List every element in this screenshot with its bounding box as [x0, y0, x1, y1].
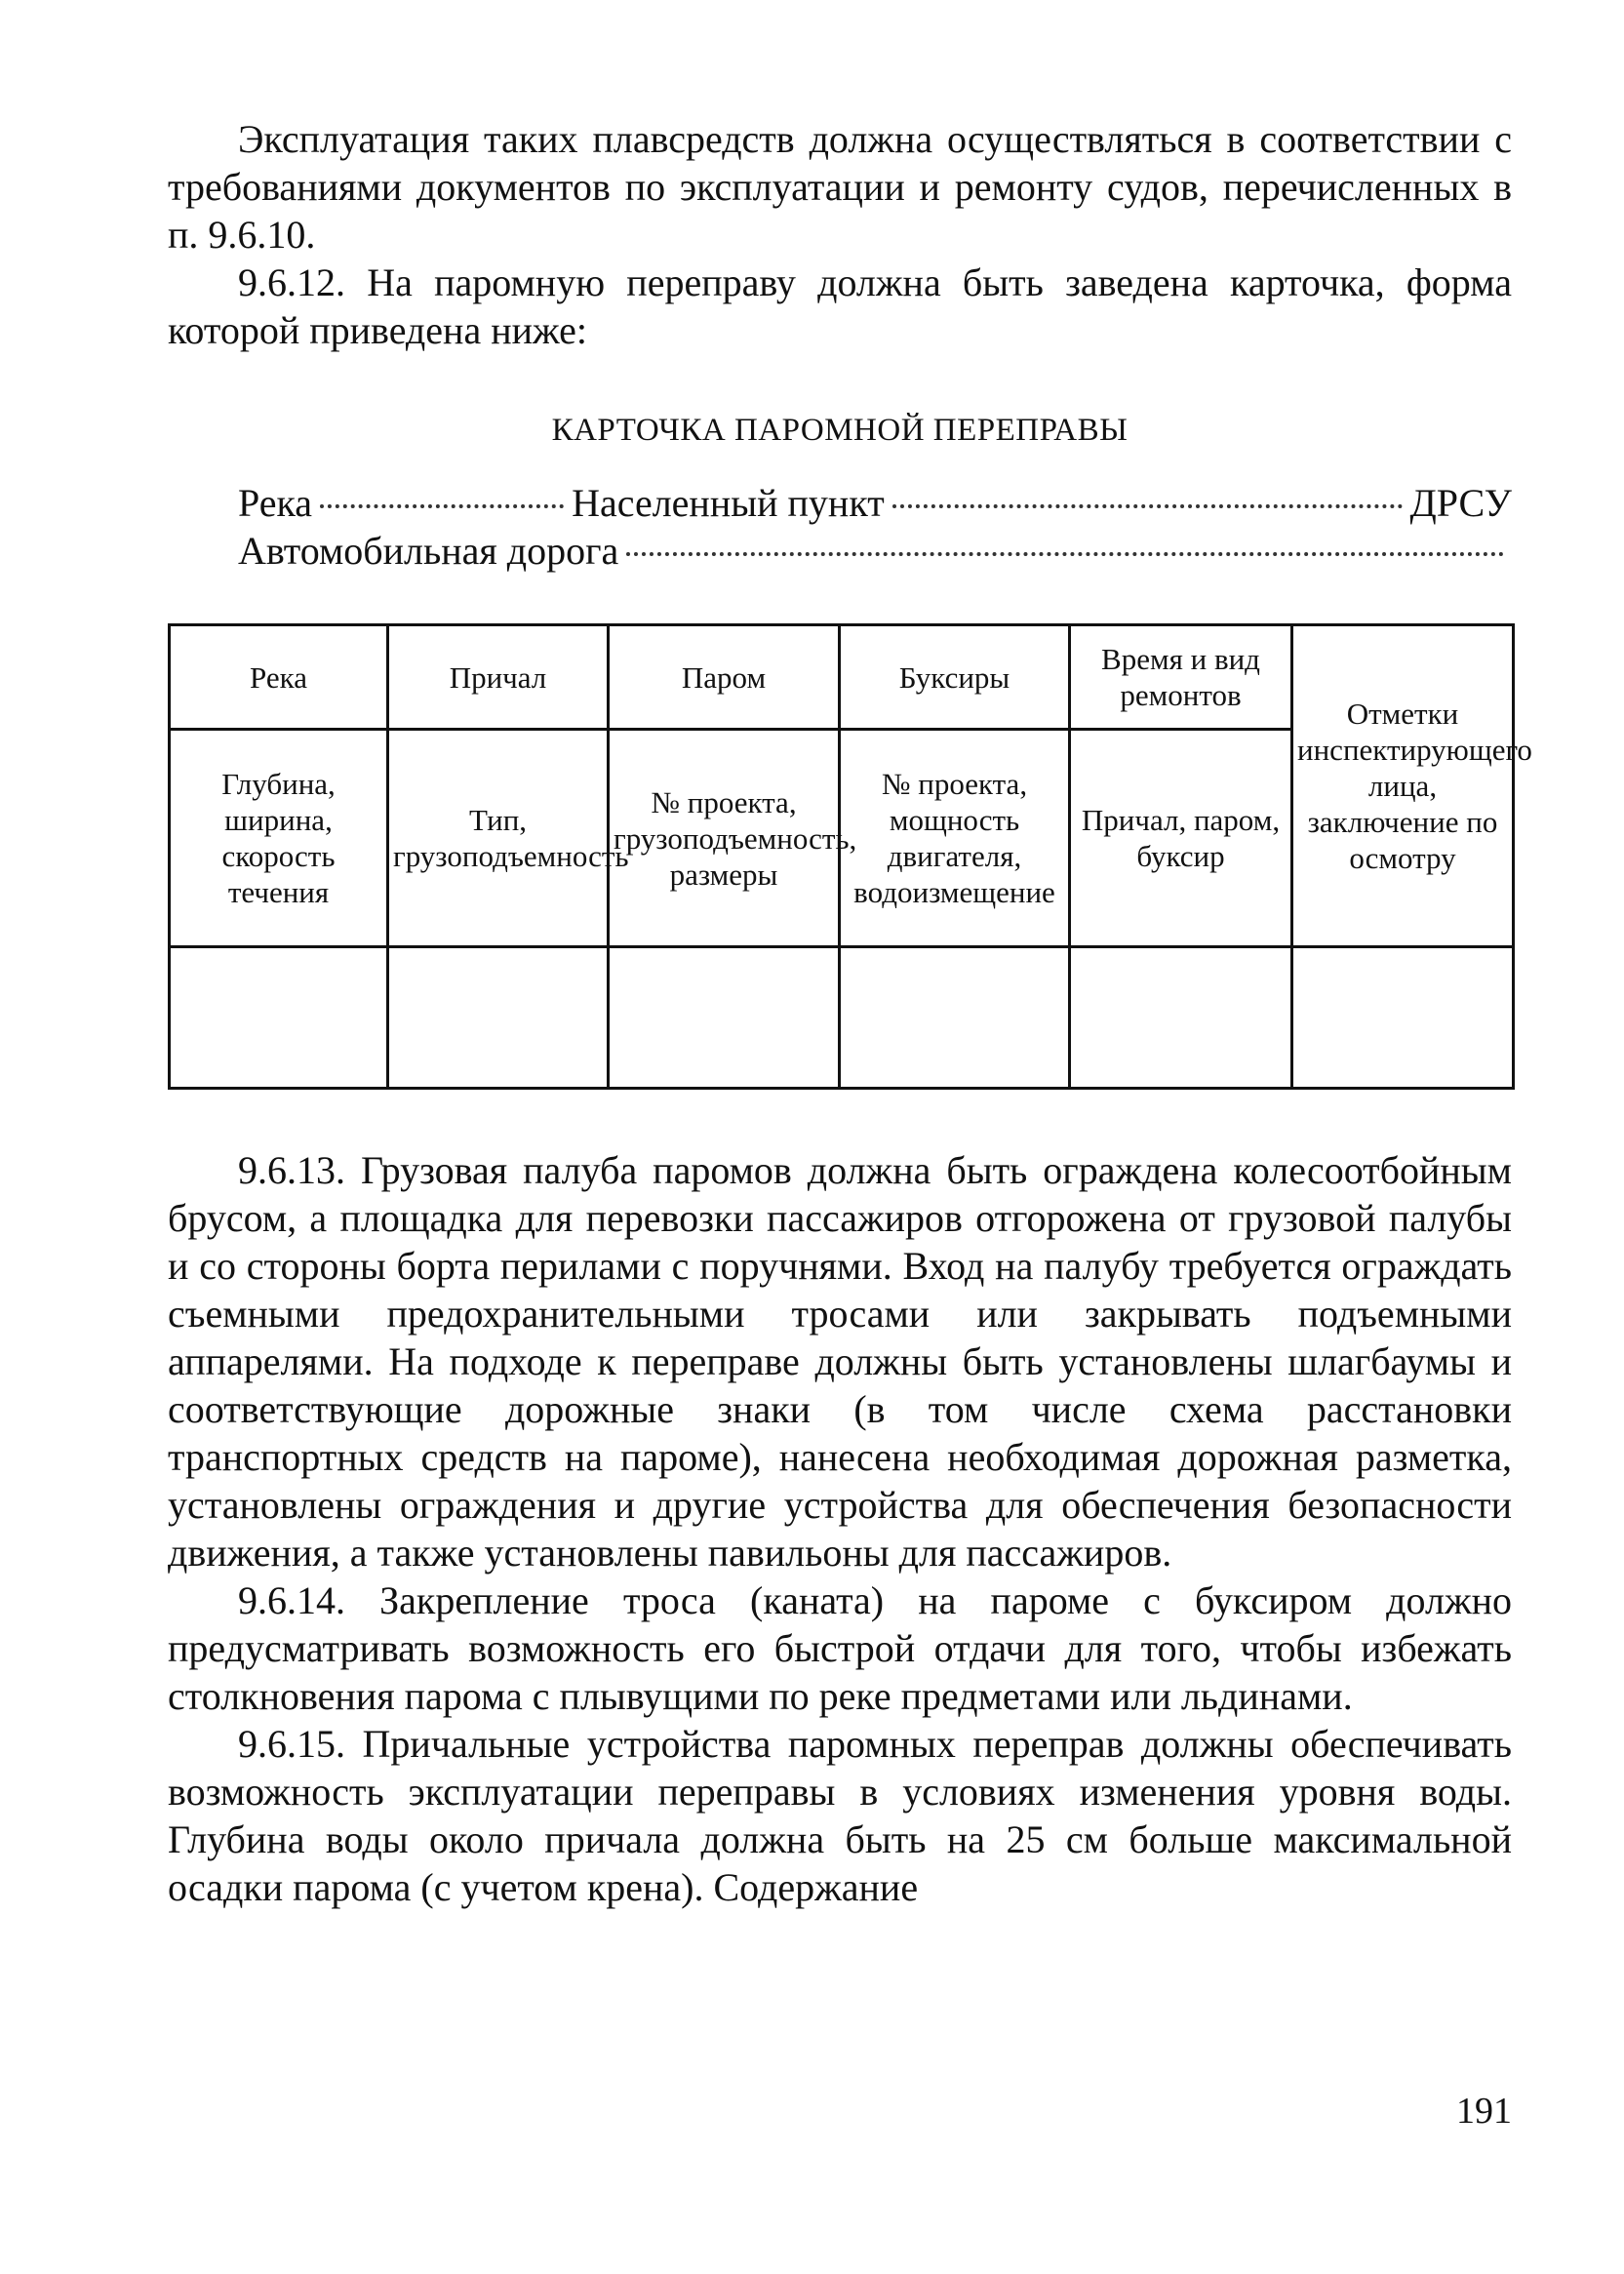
- page-content: [168, 115, 1532, 1911]
- field-drsu-label: ДРСУ: [1409, 481, 1512, 525]
- table-header-cell: Отметки инспектирующего лица, заключение по осмотру: [1292, 625, 1514, 947]
- field-settlement-blank: [892, 504, 1403, 508]
- field-road-label: Автомобильная дорога: [238, 529, 619, 573]
- table-subheader-cell: Тип, грузоподъемность: [388, 730, 609, 947]
- ferry-card-table: [168, 623, 1532, 1090]
- table-empty-cell: [1292, 947, 1514, 1089]
- card-fields: [168, 479, 1512, 575]
- card-field-row-1: [238, 479, 1512, 527]
- field-river-blank: [320, 504, 564, 508]
- paragraph-9-6-13: 9.6.13. Грузовая палуба паромов должна быть ограждена колесоотбойным брусом, а площадка для перевозки пассажиров отгорожена от грузовой палубы и со стороны борта перилами с поручнями. Вход на палубу требуется ограждать съемными предохранительными тросами или закрывать подъемными аппарелями. На подходе к переправе должны быть установлены шлагбаумы и соответствующие дорожные знаки (в том числе схема расстановки транспортных средств на пароме), нанесена необходимая дорожная разметка, установлены ограждения и другие устройства для обеспечения безопасности движения, а также установлены павильоны для пассажиров.: [168, 1148, 1512, 1575]
- table-header-cell: Паром: [609, 625, 840, 730]
- field-river-label: Река: [238, 481, 313, 525]
- paragraph-9-6-12: 9.6.12. На паромную переправу должна быть заведена карточка, форма которой приведена ниже:: [168, 260, 1512, 352]
- table-empty-cell: [170, 947, 388, 1089]
- paragraph-intro-1: Эксплуатация таких плавсредств должна осуществляться в соответствии с требованиями документов по эксплуатации и ремонту судов, перечисленных в п. 9.6.10.: [168, 117, 1512, 257]
- field-settlement-label: Населенный пункт: [572, 481, 885, 525]
- table-header-cell: Причал: [388, 625, 609, 730]
- table-empty-cell: [609, 947, 840, 1089]
- table-header-row: [170, 625, 1514, 730]
- table-header-cell: Время и вид ремонтов: [1070, 625, 1292, 730]
- table-header-cell: Река: [170, 625, 388, 730]
- field-road-blank: [626, 552, 1504, 556]
- table-subheader-cell: Глубина, ширина, скорость течения: [170, 730, 388, 947]
- paragraph-9-6-15: 9.6.15. Причальные устройства паромных переправ должны обеспечивать возможность эксплуатации переправы в условиях изменения уровня воды. Глубина воды около причала должна быть на 25 см больше максимальной осадки парома (с учетом крена). Содержание: [168, 1722, 1512, 1909]
- card-title: КАРТОЧКА ПАРОМНОЙ ПЕРЕПРАВЫ: [551, 413, 1129, 448]
- card-field-row-2: [238, 527, 1512, 575]
- page-number: 191: [1456, 2091, 1512, 2132]
- table-empty-row: [170, 947, 1514, 1089]
- paragraph-9-6-14: 9.6.14. Закрепление троса (каната) на пароме с буксиром должно предусматривать возможность его быстрой отдачи для того, чтобы избежать столкновения парома с плывущими по реке предметами или льдинами.: [168, 1578, 1512, 1718]
- table-subheader-cell: № проекта, грузоподъемность, размеры: [609, 730, 840, 947]
- table-empty-cell: [840, 947, 1070, 1089]
- table-subheader-cell: Причал, паром, буксир: [1070, 730, 1292, 947]
- body-section: [168, 1146, 1512, 1911]
- table-empty-cell: [1070, 947, 1292, 1089]
- table-empty-cell: [388, 947, 609, 1089]
- table-header-cell: Буксиры: [840, 625, 1070, 730]
- table-subheader-cell: № проекта, мощность двигателя, водоизмещение: [840, 730, 1070, 947]
